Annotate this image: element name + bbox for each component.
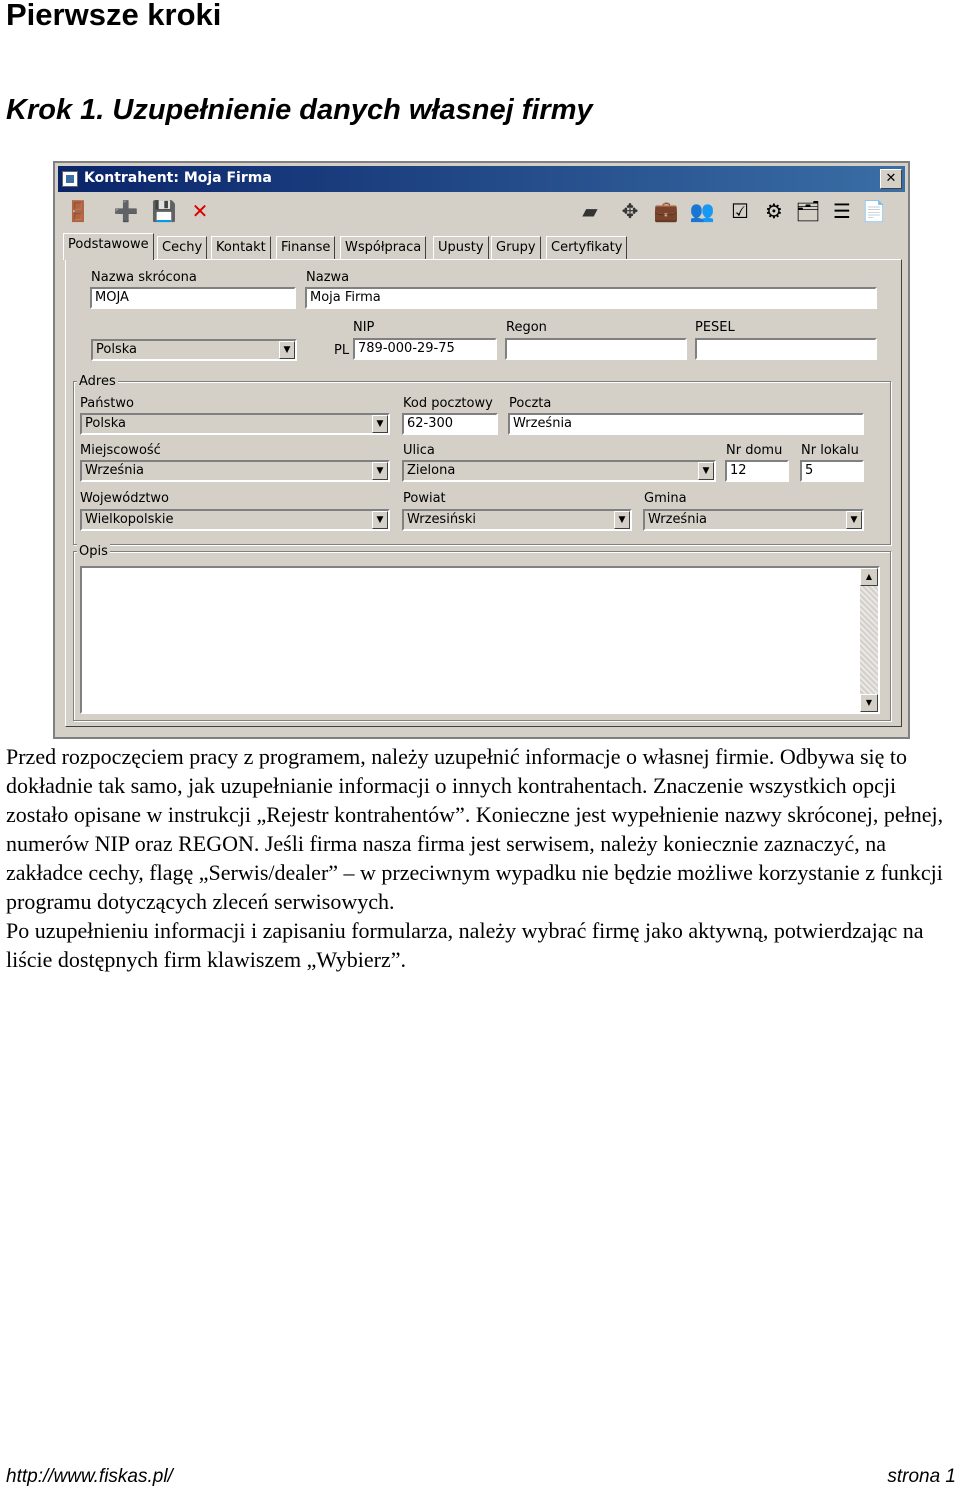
description-scrollbar[interactable] [860, 568, 878, 712]
country-label: Państwo [80, 396, 134, 411]
door-exit-icon[interactable] [64, 197, 92, 225]
footer-page-number: strona 1 [887, 1466, 956, 1487]
map-glyph: ▰ [582, 199, 598, 223]
name-field[interactable]: Moja Firma [305, 287, 877, 309]
postal-code-label: Kod pocztowy [403, 396, 493, 411]
documents-icon[interactable] [794, 197, 822, 225]
window-close-button[interactable]: ✕ [880, 169, 902, 189]
country-combo[interactable] [80, 413, 390, 435]
step-heading: Krok 1. Uzupełnienie danych własnej firmy [6, 94, 593, 126]
page-title: Pierwsze kroki [6, 0, 222, 32]
regon-field[interactable] [505, 338, 687, 360]
tab-upusty[interactable]: Upusty [433, 236, 489, 259]
voivodeship-combo[interactable] [80, 509, 390, 531]
nip-field[interactable]: 789-000-29-75 [353, 338, 497, 360]
tab-finanse[interactable]: Finanse [276, 236, 335, 259]
chevron-down-icon[interactable]: ▼ [614, 511, 630, 529]
tab-cechy[interactable]: Cechy [157, 236, 207, 259]
network-icon[interactable] [616, 197, 644, 225]
house-no-field[interactable]: 12 [725, 460, 789, 482]
network-glyph: ✥ [621, 199, 639, 223]
people-glyph: 👥 [689, 199, 715, 223]
documents-glyph: 🗂 [795, 199, 821, 223]
door-exit-glyph: 🚪 [65, 199, 91, 223]
name-label: Nazwa [306, 270, 350, 285]
report-glyph: 📄 [861, 199, 887, 223]
chevron-down-icon[interactable]: ▼ [372, 415, 388, 433]
pesel-label: PESEL [695, 320, 735, 335]
people-icon[interactable] [688, 197, 716, 225]
country-prefix-value: Polska [96, 342, 137, 357]
chevron-down-icon[interactable]: ▼ [279, 341, 295, 359]
tab-panel-podstawowe [65, 259, 902, 727]
map-icon[interactable] [576, 197, 604, 225]
delete-x-icon[interactable] [186, 197, 214, 225]
pesel-field[interactable] [695, 338, 877, 360]
list-glyph: ☰ [833, 199, 851, 223]
commune-value: Września [648, 512, 708, 527]
save-disk-icon[interactable] [150, 197, 178, 225]
street-value: Zielona [407, 463, 456, 478]
district-label: Powiat [403, 491, 446, 506]
briefcase-glyph: 💼 [653, 199, 679, 223]
checklist-glyph: ☑ [731, 199, 749, 223]
city-label: Miejscowość [80, 443, 161, 458]
country-value: Polska [85, 416, 126, 431]
commune-combo[interactable] [643, 509, 864, 531]
address-group-label: Adres [79, 374, 116, 389]
tools-glyph: ⚙ [765, 199, 783, 223]
commune-label: Gmina [644, 491, 687, 506]
chevron-down-icon[interactable]: ▼ [372, 462, 388, 480]
chevron-down-icon[interactable]: ▼ [372, 511, 388, 529]
tools-icon[interactable] [760, 197, 788, 225]
nip-prefix: PL [334, 343, 350, 358]
nip-label: NIP [353, 320, 375, 335]
paragraph-2: Po uzupełnieniu informacji i zapisaniu formularza, należy wybrać firmę jako aktywną, potwierdzając na liście dostępnych firm klawiszem „Wybierz”. [6, 918, 924, 972]
post-label: Poczta [509, 396, 552, 411]
window-app-icon [62, 171, 78, 187]
window-titlebar [58, 166, 905, 192]
delete-x-glyph: ✕ [191, 199, 209, 223]
house-no-label: Nr domu [726, 443, 783, 458]
short-name-field[interactable]: MOJA [90, 287, 296, 309]
chevron-down-icon[interactable]: ▼ [846, 511, 862, 529]
district-combo[interactable] [402, 509, 632, 531]
window-title: Kontrahent: Moja Firma [84, 170, 272, 186]
flat-no-label: Nr lokalu [801, 443, 859, 458]
description-group-label: Opis [79, 544, 108, 559]
tab-kontakt[interactable]: Kontakt [211, 236, 271, 259]
description-textarea[interactable] [80, 566, 880, 714]
district-value: Wrzesiński [407, 512, 476, 527]
tab-strip [63, 233, 903, 259]
post-field[interactable]: Września [508, 413, 864, 435]
short-name-label: Nazwa skrócona [91, 270, 197, 285]
add-record-glyph: ➕ [113, 199, 139, 223]
scroll-up-icon[interactable]: ▲ [860, 568, 878, 586]
postal-code-field[interactable]: 62-300 [402, 413, 498, 435]
footer-url: http://www.fiskas.pl/ [6, 1466, 173, 1487]
voivodeship-value: Wielkopolskie [85, 512, 174, 527]
flat-no-field[interactable]: 5 [800, 460, 864, 482]
scroll-down-icon[interactable]: ▼ [860, 694, 878, 712]
country-prefix-combo[interactable] [91, 339, 297, 361]
tab-podstawowe[interactable]: Podstawowe [63, 233, 154, 260]
city-combo[interactable] [80, 460, 390, 482]
list-icon[interactable] [828, 197, 856, 225]
description-group [73, 544, 891, 721]
regon-label: Regon [506, 320, 547, 335]
street-combo[interactable] [402, 460, 716, 482]
tab-wspolpraca[interactable]: Współpraca [340, 236, 426, 259]
tab-grupy[interactable]: Grupy [491, 236, 541, 259]
checklist-icon[interactable] [726, 197, 754, 225]
city-value: Września [85, 463, 145, 478]
paragraph-1: Przed rozpoczęciem pracy z programem, należy uzupełnić informacje o własnej firmie. Odbywa się to dokładnie tak samo, jak uzupełnianie informacji o innych kontrahentach. Znaczenie wszystkich opcji zostało opisane w instrukcji „Rejestr kontrahentów”. Konieczne jest wypełnienie nazwy skróconej, pełnej, numerów NIP oraz REGON. Jeśli firma nasza firma jest serwisem, należy koniecznie zaznaczyć, na zakładce cechy, flagę „Serwis/dealer” – w przeciwnym wypadku nie będzie możliwe korzystanie z funkcji programu dotyczących zleceń serwisowych. [6, 744, 944, 914]
voivodeship-label: Województwo [80, 491, 170, 506]
address-group [73, 374, 891, 545]
contractor-window-screenshot [53, 161, 910, 739]
report-icon[interactable] [860, 197, 888, 225]
street-label: Ulica [403, 443, 435, 458]
add-record-icon[interactable] [112, 197, 140, 225]
chevron-down-icon[interactable]: ▼ [698, 462, 714, 480]
briefcase-icon[interactable] [652, 197, 680, 225]
body-text [6, 742, 956, 974]
window-toolbar [58, 195, 905, 231]
tab-certyfikaty[interactable]: Certyfikaty [546, 236, 627, 259]
save-disk-glyph: 💾 [151, 199, 177, 223]
